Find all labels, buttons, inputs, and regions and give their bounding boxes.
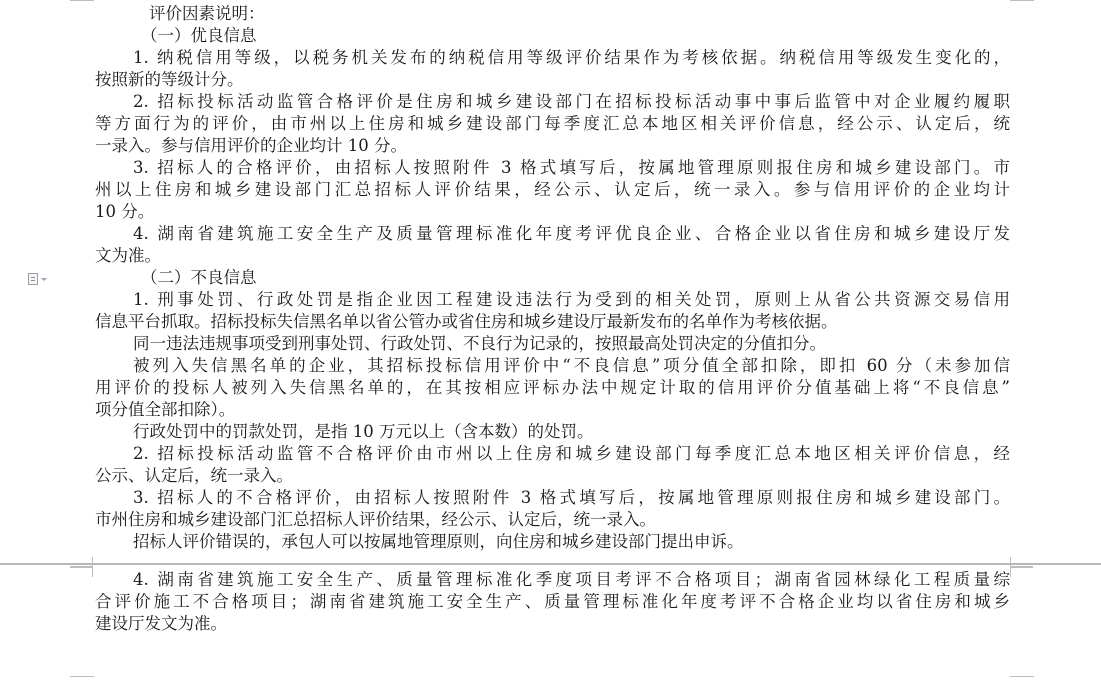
text-line: 等方面行为的评价，由市州以上住房和城乡建设部门每季度汇总本地区相关评价信息，经公示、认定后，统 — [95, 114, 1010, 133]
document-body-page2 — [95, 569, 1010, 635]
text-line: 文为准。 — [95, 246, 161, 265]
text-line: 建设厅发文为准。 — [95, 614, 227, 633]
text-line: 3. 招标人的合格评价，由招标人按照附件 3 格式填写后，按属地管理原则报住房和城乡建设部门。市 — [133, 158, 1010, 177]
crop-mark — [1010, 676, 1034, 680]
text-line: 州以上住房和城乡建设部门汇总招标人评价结果，经公示、认定后，统一录入。参与信用评价的企业均计 — [95, 180, 1010, 199]
text-line: 用评价的投标人被列入失信黑名单的，在其按相应评标办法中规定计取的信用评价分值基础上将“不良信息” — [95, 378, 1010, 397]
text-line: 评价因素说明： — [149, 4, 265, 23]
text-line: 10 分。 — [95, 202, 155, 221]
text-line: 公示、认定后，统一录入。 — [95, 466, 293, 485]
crop-mark — [70, 676, 94, 680]
text-line: 1. 纳税信用等级，以税务机关发布的纳税信用等级评价结果作为考核依据。纳税信用等级发生变化的， — [133, 48, 1010, 67]
crop-mark — [70, 0, 94, 1]
text-line: 招标人评价错误的，承包人可以按属地管理原则，向住房和城乡建设部门提出申诉。 — [133, 532, 744, 551]
text-line: 一录入。参与信用评价的企业均计 10 分。 — [95, 136, 407, 155]
text-line: 行政处罚中的罚款处罚，是指 10 万元以上（含本数）的处罚。 — [133, 422, 594, 441]
text-line: 项分值全部扣除）。 — [95, 400, 236, 419]
text-line: 2. 招标投标活动监管合格评价是住房和城乡建设部门在招标投标活动事中事后监管中对企业履约履职 — [133, 92, 1010, 111]
text-line: 4. 湖南省建筑施工安全生产及质量管理标准化年度考评优良企业、合格企业以省住房和城乡建设厅发 — [133, 224, 1010, 243]
text-line: 2. 招标投标活动监管不合格评价由市州以上住房和城乡建设部门每季度汇总本地区相关评价信息，经 — [133, 444, 1010, 463]
text-line: 4. 湖南省建筑施工安全生产、质量管理标准化季度项目考评不合格项目；湖南省园林绿化工程质量综 — [133, 570, 1010, 589]
crop-mark — [1010, 566, 1033, 577]
crop-mark — [70, 566, 93, 577]
text-line: 3. 招标人的不合格评价，由招标人按照附件 3 格式填写后，按属地管理原则报住房和城乡建设部门。 — [133, 488, 1010, 507]
text-line: 同一违法违规事项受到刑事处罚、行政处罚、不良行为记录的，按照最高处罚决定的分值扣分。 — [133, 334, 826, 353]
caret-down-icon — [41, 278, 47, 281]
text-line: 信息平台抓取。招标投标失信黑名单以省公管办或省住房和城乡建设厅最新发布的名单作为考核依据。 — [95, 312, 838, 331]
text-line: 市州住房和城乡建设部门汇总招标人评价结果，经公示、认定后，统一录入。 — [95, 510, 656, 529]
paragraph-doc-icon — [28, 273, 38, 285]
text-line: 1. 刑事处罚、行政处罚是指企业因工程建设违法行为受到的相关处罚，原则上从省公共资源交易信用 — [133, 290, 1010, 309]
text-line: 被列入失信黑名单的企业，其招标投标信用评价中“不良信息”项分值全部扣除，即扣 60 分（未参加信 — [133, 356, 1010, 375]
page-break — [0, 563, 1101, 565]
crop-mark — [1010, 0, 1034, 1]
paragraph-options-button[interactable] — [28, 272, 54, 286]
text-line: （一）优良信息 — [141, 26, 257, 45]
document-body-page1 — [95, 3, 1010, 553]
text-line: 按照新的等级计分。 — [95, 70, 244, 89]
text-line: 合评价施工不合格项目；湖南省建筑施工安全生产、质量管理标准化年度考评不合格企业均以省住房和城乡 — [95, 592, 1010, 611]
text-line: （二）不良信息 — [141, 268, 257, 287]
